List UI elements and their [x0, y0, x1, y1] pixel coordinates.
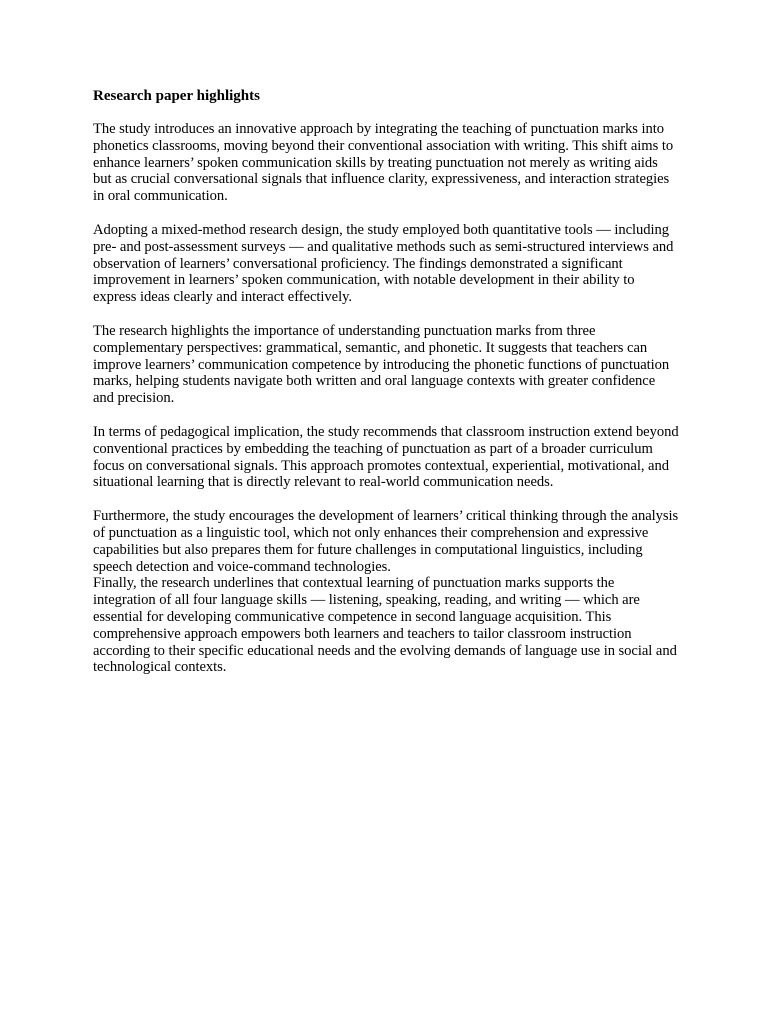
paragraph-pedagogical-implication: In terms of pedagogical implication, the study recommends that classroom instruction extend beyond conventional practices by embedding the teaching of punctuation as part of a broader curriculum focus on conversational signals. This approach promotes contextual, experiential, motivational, and situational learning that is directly relevant to real-world communication needs.	[93, 423, 679, 491]
document-heading: Research paper highlights	[93, 88, 260, 104]
paragraph-perspectives: The research highlights the importance of understanding punctuation marks from three complementary perspectives: grammatical, semantic, and phonetic. It suggests that teachers can improve learners’ communication competence by introducing the phonetic functions of punctuation marks, helping students navigate both written and oral language contexts with greater confidence and precision.	[93, 322, 670, 407]
paragraph-critical-thinking: Furthermore, the study encourages the development of learners’ critical thinking through the analysis of punctuation as a linguistic tool, which not only enhances their comprehension and expressive capabilities but also prepares them for future challenges in computational linguistics, including speech detection and voice-command technologies.	[93, 508, 679, 575]
paragraph-introduction: The study introduces an innovative approach by integrating the teaching of punctuation marks into phonetics classrooms, moving beyond their conventional association with writing. This shift aims to enhance learners’ spoken communication skills by treating punctuation not merely as writing aids but as crucial conversational signals that influence clarity, expressiveness, and interaction strategies in oral communication.	[93, 121, 674, 205]
paragraph-methodology: Adopting a mixed-method research design, the study employed both quantitative tools — including pre- and post-assessment surveys — and qualitative methods such as semi-structured interviews and observation of learners’ conversational proficiency. The findings demonstrated a significant improvement in learners’ spoken communication, with notable development in their ability to express ideas clearly and interact effectively.	[93, 221, 674, 306]
document-page	[93, 88, 679, 693]
paragraph-conclusion: Finally, the research underlines that contextual learning of punctuation marks supports the integration of all four language skills — listening, speaking, reading, and writing — which are essential for developing communicative competence in second language acquisition. This comprehensive approach empowers both learners and teachers to tailor classroom instruction according to their specific educational needs and the evolving demands of language use in social and technological contexts.	[93, 575, 677, 676]
